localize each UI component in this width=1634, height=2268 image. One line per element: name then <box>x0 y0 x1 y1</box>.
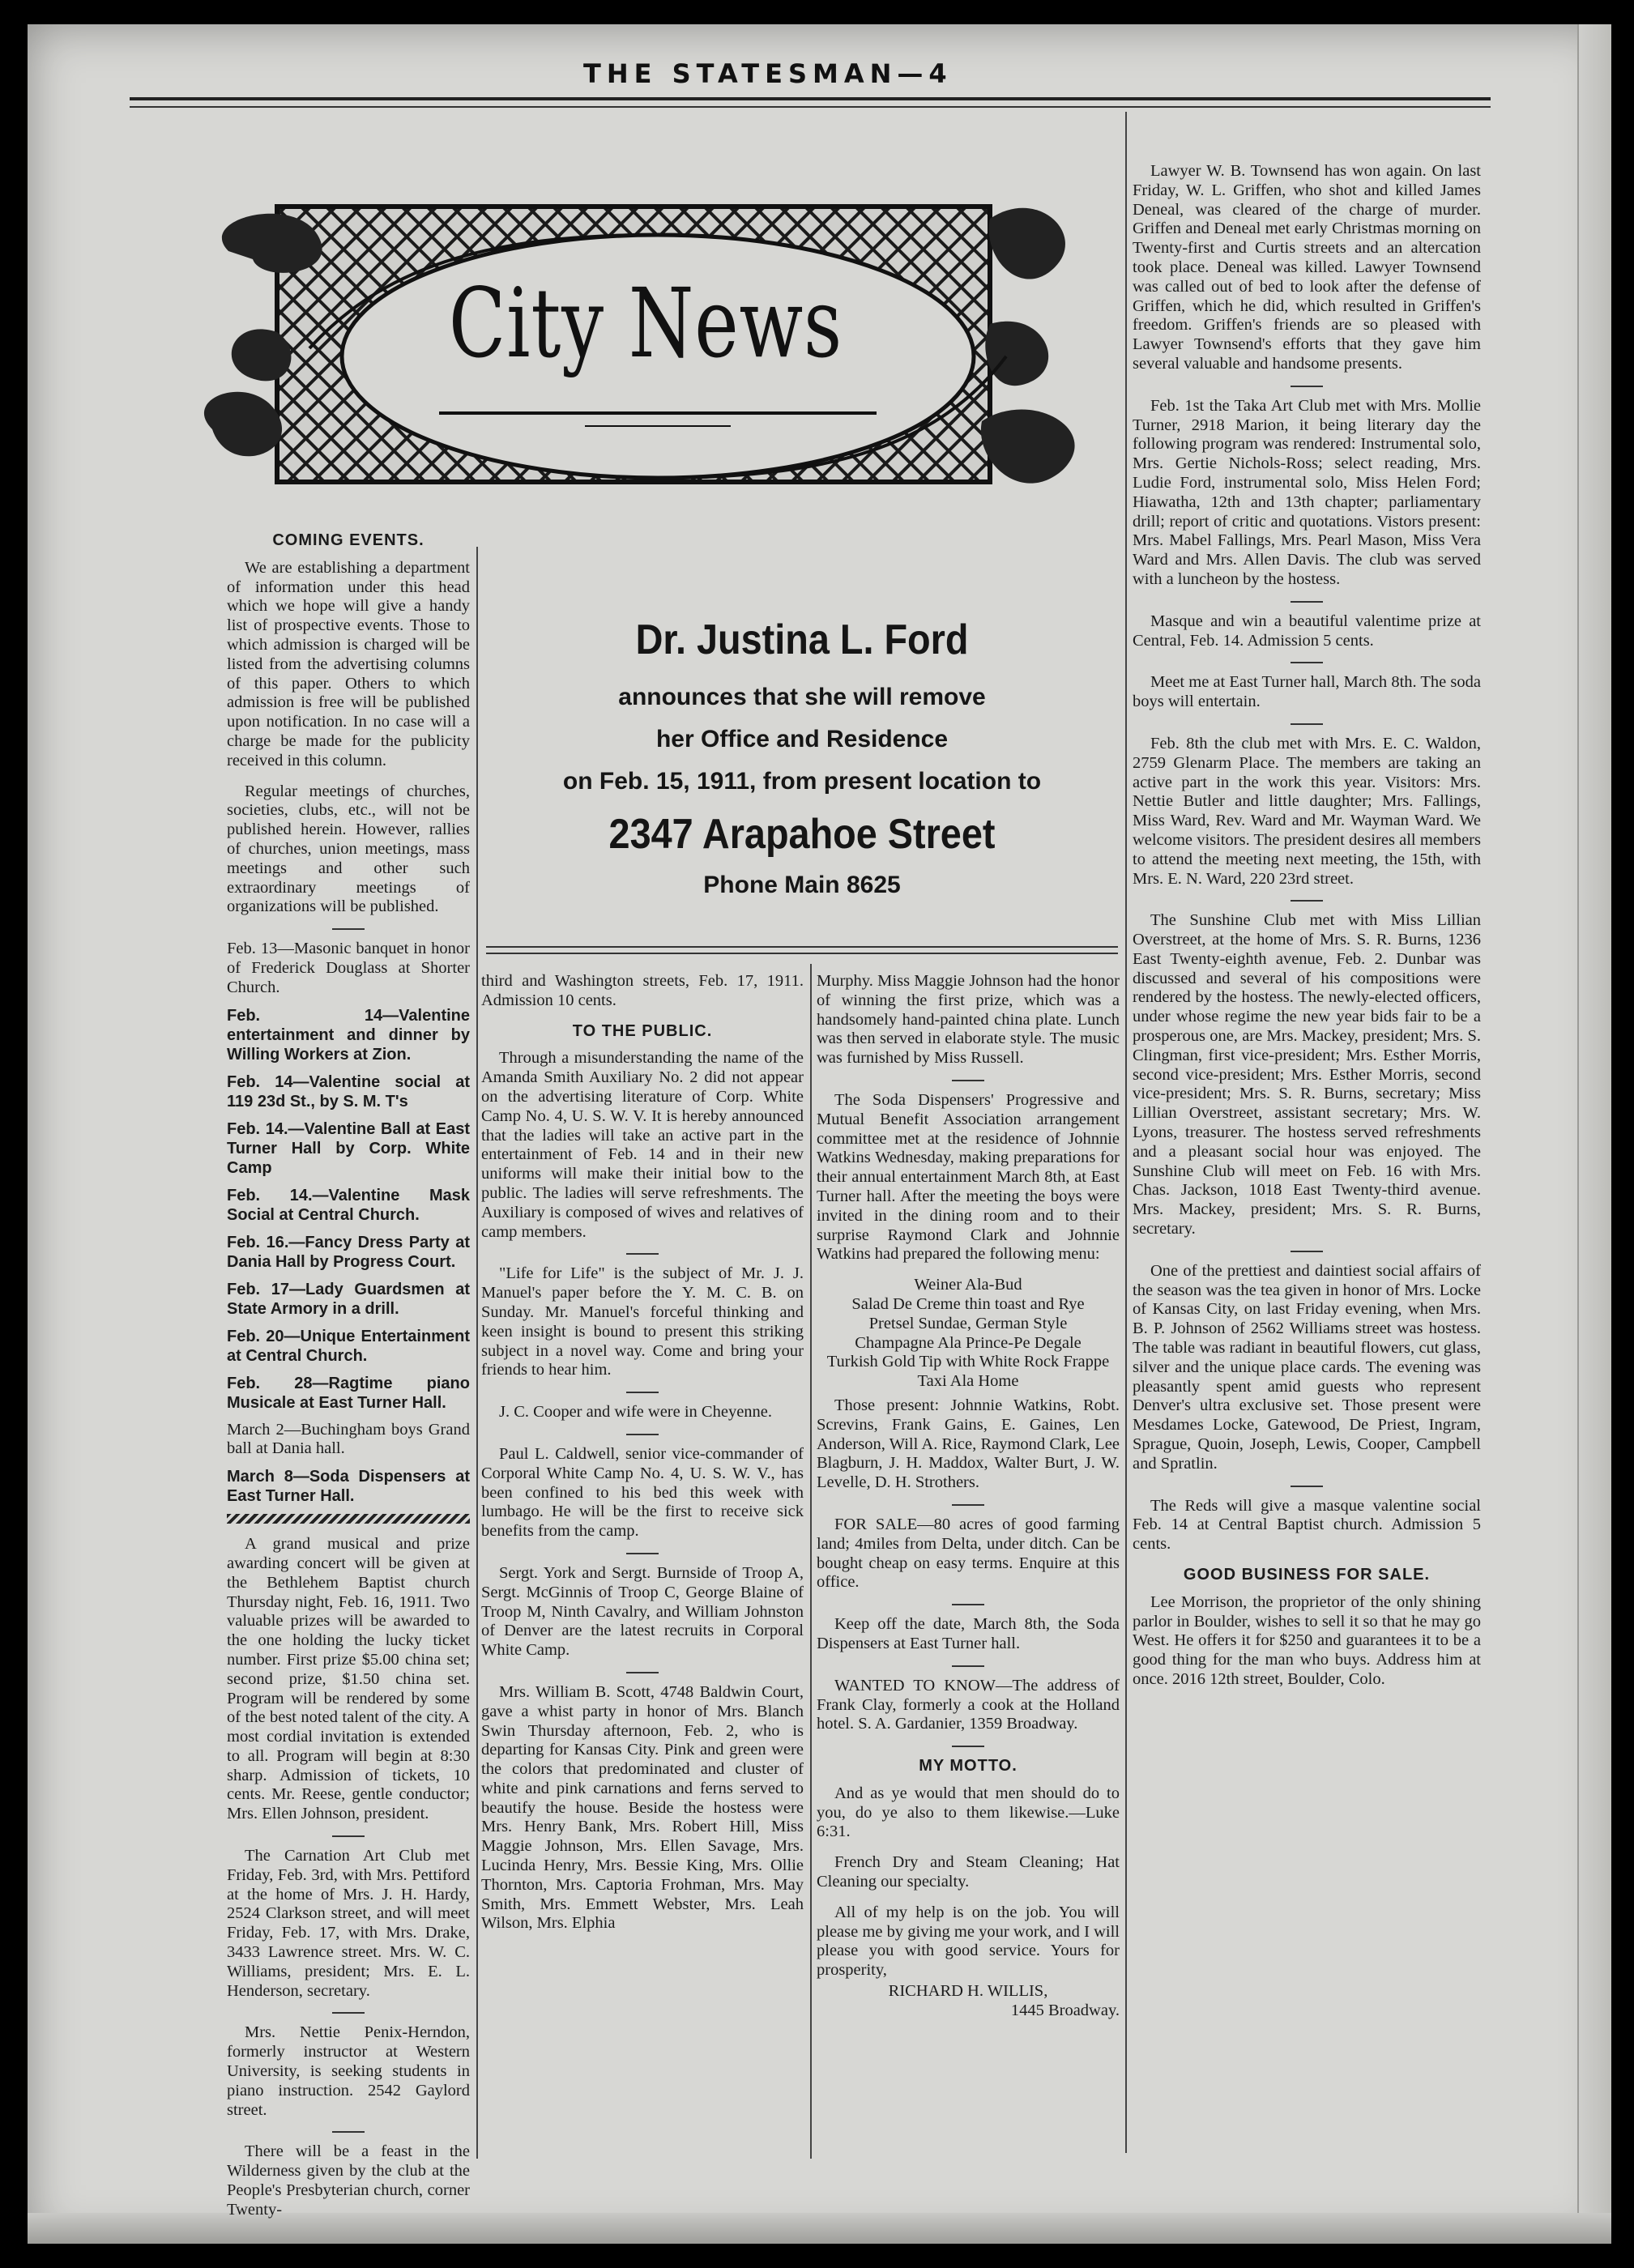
paragraph: All of my help is on the job. You will please me by giving me your work, and I will please you with good service. Yours for prosperity, <box>817 1903 1120 1980</box>
banner-title: City News <box>448 267 843 379</box>
paragraph: Through a misunderstanding the name of the Amanda Smith Auxiliary No. 2 did not appear on the advertising literature of Corp. White Camp No. 4, U. S. W. V. It is hereby announced that the ladies will take an active part in the entertainment of Feb. 14 and in their new uniforms will make their initial bow to the public. The ladies will serve refreshments. The Auxiliary is composed of wives and relatives of camp members. <box>481 1049 804 1241</box>
city-news-banner <box>180 186 1111 510</box>
dash-separator <box>952 1604 984 1605</box>
masthead-rule-thin <box>130 106 1491 108</box>
paragraph: WANTED TO KNOW—The address of Frank Clay, formerly a cook at the Holland hotel. S. A. Gardanier, 1359 Broadway. <box>817 1676 1120 1733</box>
menu-item: Salad De Creme thin toast and Rye <box>851 1294 1085 1313</box>
paragraph: Keep off the date, March 8th, the Soda Dispensers at East Turner hall. <box>817 1615 1120 1652</box>
dash-separator <box>952 1504 984 1506</box>
ad-line: on Feb. 15, 1911, from present location to <box>562 768 1042 795</box>
dash-separator <box>1291 662 1323 663</box>
column-rule <box>1125 112 1127 2153</box>
dash-separator <box>332 928 365 930</box>
paragraph: Regular meetings of churches, societies, clubs, etc., will not be published herein. However, rallies of churches, union meetings, mass meetings and other such extraordinary meetings of organizations will be published. <box>227 782 470 916</box>
paragraph: Sergt. York and Sergt. Burnside of Troop A, Sergt. McGinnis of Troop C, George Blaine of Troop M, Ninth Cavalry, and William Johnston of Denver are the latest recruits in Corporal White Camp. <box>481 1563 804 1660</box>
dash-separator <box>1291 723 1323 725</box>
dash-separator <box>1291 386 1323 387</box>
paragraph: Meet me at East Turner hall, March 8th. The soda boys will entertain. <box>1133 673 1481 711</box>
paragraph: French Dry and Steam Cleaning; Hat Cleaning our specialty. <box>817 1853 1120 1891</box>
ford-advertisement <box>486 616 1118 899</box>
dash-separator <box>626 1672 659 1673</box>
column-2 <box>481 972 804 1945</box>
paragraph: Feb. 1st the Taka Art Club met with Mrs. Mollie Turner, 2918 Marion, it being literary day the following program was rendered: Instrumental solo, Mrs. Gertie Nichols-Ross; select reading, Mrs. Ludie Ford, instrumental solo, Miss Helen Ford; Hiawatha, 12th and 13th chapter; parliamentary drill; report of critic and quotations. Vistors present: Mrs. Mabel Fallings, Mrs. Pearl Mason, Miss Vera Ward and Mrs. Allen Davis. The club was served with a luncheon by the hostess. <box>1133 396 1481 588</box>
signature: RICHARD H. WILLIS, <box>888 1982 1048 2001</box>
event-item: Feb. 14.—Valentine Ball at East Turner Hall by Corp. White Camp <box>227 1119 470 1177</box>
section-rule <box>486 953 1118 954</box>
ad-address: 2347 Arapahoe Street <box>608 811 996 858</box>
column-rule <box>476 944 478 2159</box>
section-rule <box>486 946 1118 948</box>
paragraph: Masque and win a beautiful valentime prize at Central, Feb. 14. Admission 5 cents. <box>1133 612 1481 650</box>
signature-address: 1445 Broadway. <box>1010 2001 1120 2019</box>
dash-separator <box>332 2012 365 2014</box>
menu-item: Taxi Ala Home <box>917 1372 1019 1391</box>
column-4 <box>1133 162 1481 1701</box>
paragraph: J. C. Cooper and wife were in Cheyenne. <box>499 1403 773 1422</box>
column-rule <box>476 547 478 984</box>
paragraph: The Soda Dispensers' Progressive and Mutual Benefit Association arrangement committee met at the residence of Johnnie Watkins Wednesday, making preparations for their annual entertainment March 8th, at East Turner hall. After the meeting the boys were invited in the dining room and to their surprise Raymond Clark and Johnnie Watkins had prepared the following menu: <box>817 1090 1120 1264</box>
paragraph: FOR SALE—80 acres of good farming land; 4miles from Delta, under ditch. Can be bought cheap on easy terms. Enquire at this office. <box>817 1515 1120 1592</box>
paragraph: The Sunshine Club met with Miss Lillian Overstreet, at the home of Mrs. S. R. Burns, 1236 East Twenty-eighth avenue, Feb. 2. Dunbar was discussed and several of his compositions were rendered by the hostess. The newly-elected officers, under whose regime the new year bids fair to be a prosperous one, are Mrs. Mackey, president; Mrs. S. Clingman, first vice-president; Mrs. Esther Morris, second vice-president; Mrs. Esther Morris, second vice-president; Mrs. S. R. Burns, secretary; Miss Lillian Overstreet, assistant secretary; Mrs. W. Lyons, treasurer. The hostess served refreshments and a pleasant social hour was enjoyed. The Sunshine Club will meet on Feb. 16 with Mrs. Chas. Jackson, 1018 East Twenty-third avenue. Mrs. Mackey, president; Mrs. S. R. Burns, secretary. <box>1133 911 1481 1238</box>
paragraph: Mrs. William B. Scott, 4748 Baldwin Court, gave a whist party in honor of Mrs. Blanch Swin Thursday afternoon, Feb. 2, who is departing for Kansas City. Pink and green were the colors that predominated and cluster of white and pink carnations and ferns served to beautify the house. Beside the hostess were Mrs. Henry Bank, Mrs. Robert Hill, Miss Maggie Johnson, Mrs. Ellen Savage, Mrs. Lucinda Henry, Mrs. Bessie King, Mrs. Ollie Thornton, Mrs. Captoria Frohman, Mrs. May Smith, Mrs. Emmett Webster, Mrs. Leah Wilson, Mrs. Elphia <box>481 1682 804 1933</box>
dash-separator <box>626 1434 659 1435</box>
ad-name: Dr. Justina L. Ford <box>635 616 969 663</box>
dash-separator <box>1291 1486 1323 1487</box>
dash-separator <box>952 1665 984 1667</box>
event-item: Feb. 17—Lady Guardsmen at State Armory in a drill. <box>227 1280 470 1318</box>
menu-item: Champagne Ala Prince-Pe Degale <box>855 1333 1082 1352</box>
dash-separator <box>626 1392 659 1393</box>
paragraph: Murphy. Miss Maggie Johnson had the honor of winning the first prize, which was a handsomely hand-painted china plate. Lunch was then served in elaborate style. The music was furnished by Miss Russell. <box>817 972 1120 1068</box>
paragraph: Lee Morrison, the proprietor of the only shining parlor in Boulder, wishes to sell it so that he may go West. He offers it for $250 and guarantees it to be a good thing for the man who buys. Address him at once. 2016 12th street, Boulder, Colo. <box>1133 1592 1481 1688</box>
dash-separator <box>1291 1251 1323 1252</box>
dash-separator <box>952 1746 984 1747</box>
my-motto-heading: MY MOTTO. <box>919 1757 1018 1776</box>
paragraph: Feb. 8th the club met with Mrs. E. C. Waldon, 2759 Glenarm Place. The members are taking an active part in the work this year. Visitors: Mrs. Nettie Butler and little daughter; Mrs. Fallings, Miss Ward, Rev. Ward and Mr. Wayman Ward. We welcome visitors. The president desires all members to attend the meeting next meeting, the 15th, with Mrs. E. N. Ward, 220 23rd street. <box>1133 734 1481 888</box>
dash-separator <box>952 1080 984 1081</box>
paragraph: One of the prettiest and daintiest social affairs of the season was the tea given in honor of Mrs. Locke of Kansas City, on last Friday evening, when Mrs. B. P. Johnson of 2562 Williams street was hostess. The table was radiant in beautiful flowers, cut glass, silver and the unique place cards. The evening was pleasantly spent amid guests who represent Denver's ultra exclusive set. Those present were Mesdames Locke, Gatewood, De Priest, Ingram, Sprague, Quoin, Joseph, Lewis, Cooper, Campbell and Spratlin. <box>1133 1261 1481 1473</box>
event-item: Feb. 14—Valentine entertainment and dinner by Willing Workers at Zion. <box>227 1006 470 1064</box>
event-item: March 8—Soda Dispensers at East Turner Hall. <box>227 1468 470 1506</box>
page-edge <box>1577 24 1611 2244</box>
event-item: Feb. 13—Masonic banquet in honor of Frederick Douglass at Shorter Church. <box>227 940 470 996</box>
ad-line: announces that she will remove <box>618 684 986 710</box>
dash-separator <box>1291 601 1323 603</box>
paragraph: And as ye would that men should do to you, do ye also to them likewise.—Luke 6:31. <box>817 1784 1120 1841</box>
paragraph: We are establishing a department of information under this head which we hope will give a handy list of prospective events. Those to which admission is charged will be listed from the advertising columns of this paper. Others to which admission is free will be published upon notification. In no case will a charge be made for the publicity received in this column. <box>227 558 470 770</box>
dash-separator <box>626 1553 659 1554</box>
paragraph: third and Washington streets, Feb. 17, 1911. Admission 10 cents. <box>481 972 804 1009</box>
ornamental-divider <box>227 1514 470 1524</box>
menu-item: Turkish Gold Tip with White Rock Frappe <box>826 1353 1110 1371</box>
dash-separator <box>1291 900 1323 902</box>
column-rule <box>810 964 812 2159</box>
column-1 <box>227 526 470 2232</box>
event-item: Feb. 16.—Fancy Dress Party at Dania Hall by Progress Court. <box>227 1233 470 1271</box>
paragraph: Those present: Johnnie Watkins, Robt. Screvins, Frank Gains, E. Gaines, Len Anderson, Will A. Rice, Raymond Clark, Lee Blagburn, J. H. Maddox, Walter Burt, J. W. Levelle, D. H. Strothers. <box>817 1396 1120 1492</box>
to-the-public-heading: TO THE PUBLIC. <box>572 1021 713 1040</box>
column-3 <box>817 972 1120 2021</box>
paragraph: The Carnation Art Club met Friday, Feb. 3rd, with Mrs. Pettiford at the home of Mrs. J. H. Hardy, 2524 Clarkson street, and will meet Friday, Feb. 17, with Mrs. Drake, 3433 Lawrence street. Mrs. W. C. Williams, president; Mrs. E. L. Henderson, secretary. <box>227 1847 470 2000</box>
paragraph: Lawyer W. B. Townsend has won again. On last Friday, W. L. Griffen, who shot and killed James Deneal, was cleared of the charge of murder. Griffen and Deneal met early Christmas morning on Twenty-first and Curtis streets and an altercation took place. Deneal was killed. Lawyer Townsend was called out of bed to look after the defense of Griffen, which he did, which resulted in Griffen's freedom. Griffen's friends are so pleased with Lawyer Townsend's efforts that they gave him several valuable and handsome presents. <box>1133 162 1481 373</box>
paragraph: "Life for Life" is the subject of Mr. J. J. Manuel's paper before the Y. M. C. B. on Sunday. Mr. Manuel's forceful thinking and keen insight is bound to present this striking subject in a novel way. Come and bring your friends to hear him. <box>481 1264 804 1379</box>
ad-line: her Office and Residence <box>655 726 949 752</box>
dash-separator <box>626 1253 659 1255</box>
paragraph: Mrs. Nettie Penix-Herndon, formerly instructor at Western University, is seeking students in piano instruction. 2542 Gaylord street. <box>227 2023 470 2119</box>
menu-item: Pretsel Sundae, German Style <box>868 1314 1068 1332</box>
menu-item: Weiner Ala-Bud <box>914 1276 1022 1294</box>
paragraph: A grand musical and prize awarding concert will be given at the Bethlehem Baptist church Thursday night, Feb. 16, 1911. Two valuable prizes will be awarded to the one holding the lucky ticket number. First prize $5.00 china set; second prize, $1.50 china set. Program will be rendered by some of the best noted talent of the city. A most cordial invitation is extended to all. Program will begin at 8:30 sharp. Admission of tickets, 10 cents. Mr. Reese, gentle conductor; Mrs. Ellen Johnson, president. <box>227 1535 470 1823</box>
event-item: Feb. 14.—Valentine Mask Social at Central Church. <box>227 1186 470 1224</box>
paragraph: The Reds will give a masque valentine social Feb. 14 at Central Baptist church. Admission 5 cents. <box>1133 1496 1481 1554</box>
coming-events-heading: COMING EVENTS. <box>272 531 424 549</box>
event-item: March 2—Buchingham boys Grand ball at Dania hall. <box>227 1420 470 1458</box>
dash-separator <box>332 1835 365 1837</box>
event-item: Feb. 28—Ragtime piano Musicale at East Turner Hall. <box>227 1374 470 1412</box>
good-business-heading: GOOD BUSINESS FOR SALE. <box>1183 1566 1431 1584</box>
event-item: Feb. 14—Valentine social at 119 23d St., by S. M. T's <box>227 1072 470 1111</box>
event-item: Feb. 20—Unique Entertainment at Central Church. <box>227 1327 470 1365</box>
dash-separator <box>332 2131 365 2133</box>
ad-phone: Phone Main 8625 <box>703 872 901 898</box>
masthead: THE STATESMAN—4 <box>583 58 953 89</box>
masthead-rule <box>130 97 1491 100</box>
paragraph: There will be a feast in the Wilderness given by the club at the People's Presbyterian church, corner Twenty- <box>227 2142 470 2219</box>
paragraph: Paul L. Caldwell, senior vice-commander of Corporal White Camp No. 4, U. S. W. V., has been confined to his bed this week with lumbago. He will be the first to receive sick benefits from the camp. <box>481 1444 804 1541</box>
